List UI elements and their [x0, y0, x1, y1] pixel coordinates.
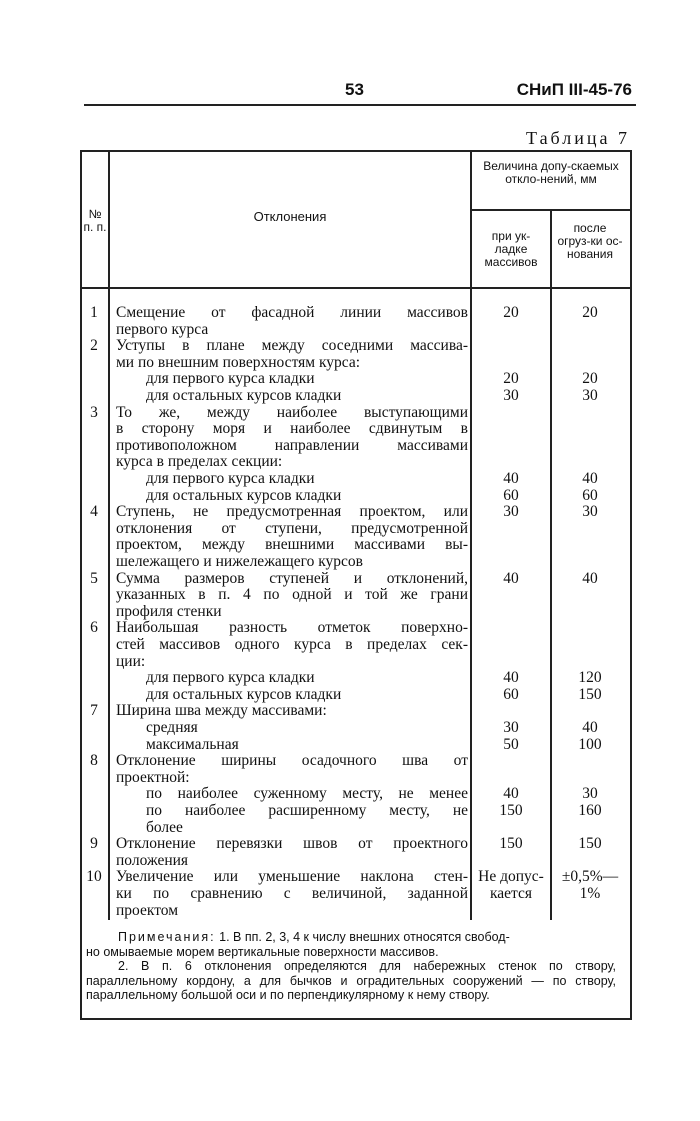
deviation-text: Наибольшая разность отметок поверхно-	[116, 619, 468, 637]
value-during-laying: 150	[499, 802, 523, 819]
right-border	[630, 150, 632, 1020]
deviation-text: Уступы в плане между соседними массива-	[116, 337, 468, 355]
deviation-text: для остальных курсов кладки	[146, 387, 342, 404]
value-during-laying: Не допус-	[478, 868, 544, 886]
value-after-loading: 30	[582, 785, 598, 803]
deviation-text: отклонения от ступени, предусмотренной	[116, 519, 468, 537]
deviation-text: Сумма размеров ступеней и отклонений,	[116, 569, 468, 587]
deviation-text: Отклонение перевязки швов от проектного	[116, 835, 468, 853]
value-during-laying: 60	[503, 685, 519, 703]
header-allowed-group: Величина допу-скаемых откло-нений, мм	[483, 159, 619, 186]
row-number: 6	[90, 619, 98, 637]
deviation-text: более	[146, 818, 183, 836]
deviation-text: ми по внешним поверхностям курса:	[116, 353, 361, 371]
deviation-text: проектной:	[116, 768, 190, 786]
deviation-text: по наиболее суженному месту, не менее	[146, 785, 468, 803]
value-after-loading: 20	[582, 370, 598, 388]
value-during-laying: 40	[503, 669, 519, 687]
deviation-text: Ширина шва между массивами:	[116, 702, 327, 720]
deviation-text: шележащего и нижележащего курсов	[116, 553, 363, 570]
deviation-text: проектом	[116, 901, 179, 919]
deviation-text: по наиболее расширенному месту, не	[146, 802, 468, 819]
value-after-loading: ±0,5%—	[561, 868, 619, 886]
note-1-cont: но омываемые морем вертикальные поверхности массивов.	[86, 944, 439, 959]
deviation-text: для первого курса кладки	[146, 370, 315, 388]
value-after-loading: 100	[578, 735, 602, 753]
value-during-laying: 40	[503, 785, 519, 803]
page-number: 53	[345, 80, 364, 99]
deviation-text: для остальных курсов кладки	[146, 486, 342, 504]
value-during-laying: 150	[499, 835, 523, 853]
deviation-text: То же, между наиболее выступающими	[116, 403, 468, 421]
value-during-laying: 30	[503, 719, 519, 736]
row-number: 1	[90, 304, 98, 321]
deviation-text: максимальная	[146, 735, 239, 753]
header-during-laying: при ук-ладке массивов	[484, 229, 538, 269]
header-bottom-border	[80, 287, 630, 289]
header-number: № п. п.	[83, 207, 107, 234]
deviation-text: указанных в п. 4 по одной и той же грани	[116, 586, 468, 604]
deviation-text: профиля стенки	[116, 602, 222, 620]
row-number: 3	[90, 403, 98, 421]
value-after-loading: 120	[578, 669, 602, 687]
value-after-loading: 60	[582, 486, 598, 504]
value-during-laying: 30	[503, 387, 519, 404]
value-after-loading: 160	[578, 802, 602, 819]
row-number: 7	[90, 702, 98, 720]
deviation-text: Ступень, не предусмотренная проектом, или	[116, 503, 468, 521]
notes	[86, 930, 616, 1003]
value-after-loading: 40	[582, 470, 598, 487]
value-after-loading: 150	[578, 835, 602, 853]
row-number: 8	[90, 752, 98, 770]
deviation-text: для первого курса кладки	[146, 470, 315, 487]
deviation-text: для первого курса кладки	[146, 669, 315, 687]
note-2: 2. В п. 6 отклонения определяются для набережных стенок по створу, параллельному кордону, а для бычков и оградительных сооружений — по створу, параллельному большой оси и по перпендикулярному к нему створу.	[86, 959, 616, 1002]
value-during-laying: 20	[503, 370, 519, 388]
value-during-laying: кается	[489, 885, 533, 902]
deviation-text: средняя	[146, 719, 198, 736]
deviation-text: Отклонение ширины осадочного шва от	[116, 752, 468, 770]
row-number: 4	[90, 503, 98, 521]
row-number: 2	[90, 337, 98, 355]
deviation-text: ции:	[116, 652, 146, 670]
col-divider-1	[108, 150, 110, 920]
value-after-loading: 30	[582, 387, 598, 404]
value-after-loading: 30	[582, 503, 598, 521]
value-during-laying: 60	[503, 486, 519, 504]
header-rule	[84, 104, 636, 106]
row-number: 9	[90, 835, 98, 853]
value-after-loading: 40	[582, 719, 598, 736]
deviation-text: противоположном направлении массивами	[116, 436, 468, 454]
deviation-text: для остальных курсов кладки	[146, 685, 342, 703]
table-top-border	[80, 150, 630, 152]
deviation-text: Увеличение или уменьшение наклона стен-	[116, 868, 468, 886]
value-during-laying: 50	[503, 735, 519, 753]
value-after-loading: 20	[582, 304, 598, 321]
deviation-text: курса в пределах секции:	[116, 453, 283, 471]
value-after-loading: 40	[582, 569, 598, 587]
document-code: СНиП III-45-76	[516, 80, 632, 99]
header-deviations: Отклонения	[253, 209, 327, 224]
deviation-text: стей массивов одного курса в пределах сек-	[116, 636, 468, 653]
table-title: Таблица 7	[526, 128, 630, 148]
left-border	[80, 150, 82, 1020]
deviation-text: первого курса	[116, 320, 209, 338]
row-number: 10	[86, 868, 102, 886]
value-during-laying: 40	[503, 470, 519, 487]
deviation-text: в сторону моря и наиболее сдвинутым в	[116, 420, 468, 438]
value-during-laying: 40	[503, 569, 519, 587]
deviation-text: ки по сравнению с величиной, заданной	[116, 885, 468, 902]
deviation-text: положения	[116, 851, 189, 869]
note-1: 1. В пп. 2, 3, 4 к числу внешних относятся свобод-	[219, 930, 510, 944]
value-after-loading: 150	[578, 685, 602, 703]
deviation-text: проектом, между внешними массивами вы-	[116, 536, 468, 554]
value-during-laying: 30	[503, 503, 519, 521]
table-bottom-border	[80, 1018, 632, 1020]
notes-label: Примечания:	[118, 930, 216, 944]
row-number: 5	[90, 569, 98, 587]
header-after-loading: после огруз-ки ос-нования	[557, 221, 623, 261]
deviation-text: Смещение от фасадной линии массивов	[116, 304, 468, 321]
value-after-loading: 1%	[579, 885, 601, 902]
value-during-laying: 20	[503, 304, 519, 321]
